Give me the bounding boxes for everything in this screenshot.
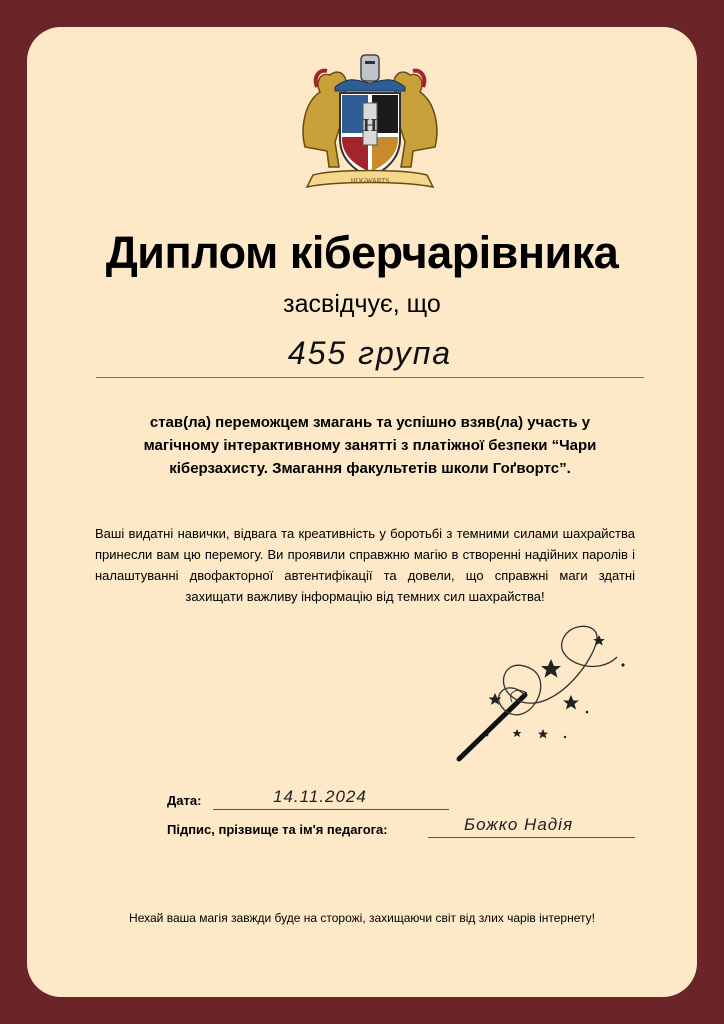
signature-underline [428,837,635,838]
footer-text: Нехай ваша магія завжди буде на сторожі, захищаючи світ від злих чарів інтернету! [129,911,595,925]
hogwarts-crest-icon [295,47,445,195]
date-value: 14.11.2024 [273,787,367,806]
recipient-name: 455 група [287,335,453,371]
diploma-card [27,27,697,997]
crest-motto: HOGWARTS [350,177,390,185]
diploma-subtitle: засвідчує, що [283,290,441,318]
body-text: Ваші видатні навички, відвага та креативність у боротьбі з темними силами шахрайства принесли вам цю перемогу. Ви проявили справжню магію в створенні надійних паролів і налаштуванні двофакторної автентифікації та довели, що справжні маги здатні захищати важливу інформацію від темних сил шахрайства! [95,526,635,604]
diploma-title: Диплом кіберчарівника [105,227,619,278]
date-label: Дата: [167,793,202,808]
recipient-underline [96,377,644,378]
date-underline [213,809,449,810]
magic-wand-icon [447,617,637,767]
svg-text:H: H [362,115,378,135]
achievement-text: став(ла) переможцем змагань та успішно взяв(ла) участь у магічному інтерактивному занятті з платіжної безпеки “Чари кіберзахисту. Змагання факультетів школи Гоґвортс”. [143,414,597,477]
signature-label: Підпис, прізвище та ім'я педагога: [167,822,388,837]
signature-value: Божко Надія [464,815,574,834]
